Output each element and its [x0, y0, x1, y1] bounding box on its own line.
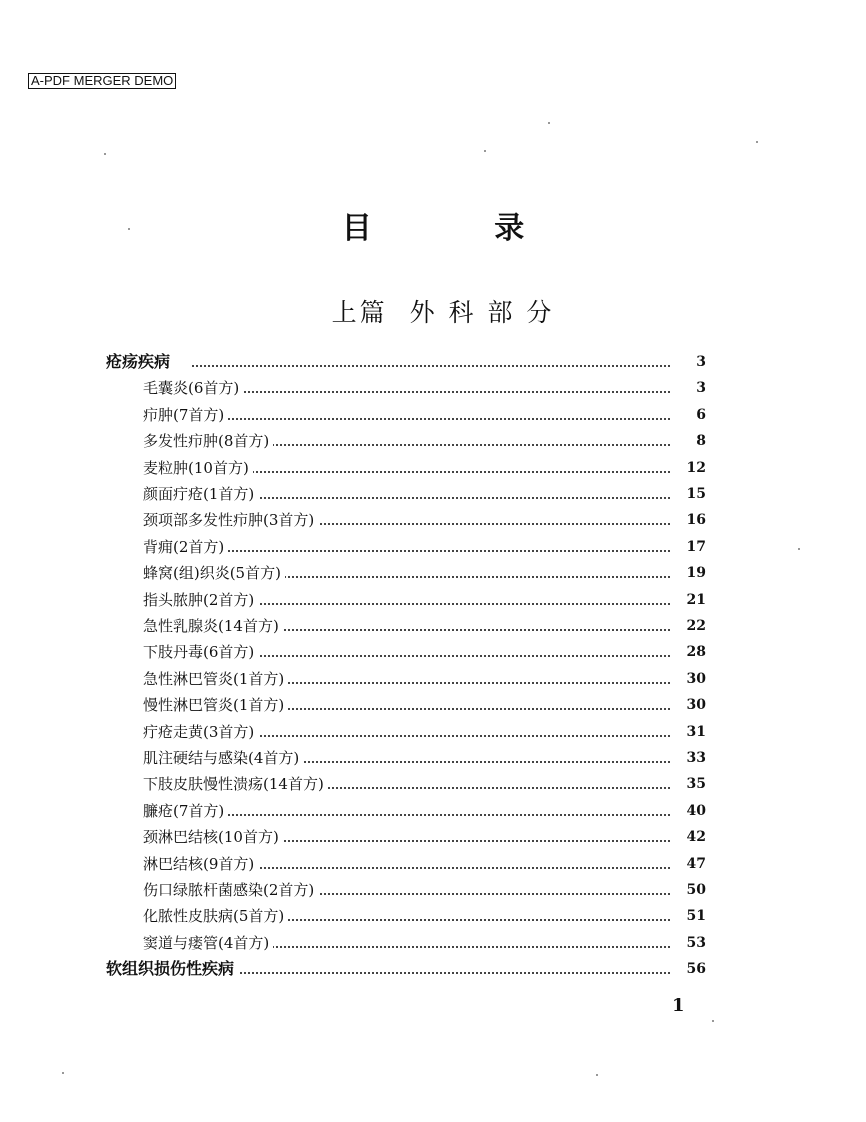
toc-label: 肌注硬结与感染(4首方) — [143, 746, 303, 770]
toc-label: 软组织损伤性疾病 — [106, 957, 238, 981]
dot-leader — [200, 655, 670, 657]
toc-label: 蜂窝(组)织炎(5首方) — [143, 561, 285, 585]
dot-leader — [200, 814, 670, 816]
toc-page-number: 42 — [686, 829, 706, 845]
toc-entry — [0, 825, 866, 849]
toc-page-number: 19 — [686, 565, 706, 581]
toc-page-number: 56 — [686, 961, 706, 977]
toc-page-number: 47 — [686, 856, 706, 872]
toc-page-number: 22 — [686, 618, 706, 634]
toc-page-number: 35 — [686, 776, 706, 792]
toc-entry — [0, 693, 866, 717]
page-number: 1 — [672, 995, 685, 1016]
toc-entry — [0, 878, 866, 902]
dot-leader — [200, 391, 670, 393]
dot-leader — [192, 972, 670, 974]
toc-label: 急性淋巴管炎(1首方) — [143, 667, 288, 691]
toc-entry — [0, 588, 866, 612]
toc-page-number: 6 — [696, 407, 706, 423]
scan-speck — [484, 150, 486, 152]
toc-label: 急性乳腺炎(14首方) — [143, 614, 283, 638]
toc-entry — [0, 720, 866, 744]
toc-label: 多发性疖肿(8首方) — [143, 429, 273, 453]
dot-leader — [200, 418, 670, 420]
toc-label: 颜面疔疮(1首方) — [143, 482, 258, 506]
toc-label: 疖肿(7首方) — [143, 403, 228, 427]
dot-leader — [200, 550, 670, 552]
toc-entry — [0, 376, 866, 400]
toc-entry — [0, 852, 866, 876]
dot-leader — [192, 365, 670, 367]
part-name: 上篇 — [331, 298, 388, 327]
toc-entry — [0, 772, 866, 796]
scan-speck — [62, 1072, 64, 1074]
toc-label: 下肢丹毒(6首方) — [143, 640, 258, 664]
toc-section — [0, 350, 866, 374]
toc-label: 毛囊炎(6首方) — [143, 376, 243, 400]
toc-label: 下肢皮肤慢性溃疡(14首方) — [143, 772, 328, 796]
dot-leader — [200, 471, 670, 473]
page-title: 目 录 — [341, 211, 581, 246]
toc-page-number: 17 — [686, 539, 706, 555]
toc-label: 指头脓肿(2首方) — [143, 588, 258, 612]
toc-entry — [0, 799, 866, 823]
toc-label: 麦粒肿(10首方) — [143, 456, 253, 480]
toc-page-number: 28 — [686, 644, 706, 660]
toc-page-number: 3 — [696, 380, 706, 396]
watermark-label: A-PDF MERGER DEMO — [28, 73, 176, 89]
toc-page-number: 16 — [686, 512, 706, 528]
toc-entry — [0, 508, 866, 532]
toc-label: 臁疮(7首方) — [143, 799, 228, 823]
toc-page-number: 40 — [686, 803, 706, 819]
toc-section — [0, 957, 866, 981]
part-heading — [0, 293, 866, 329]
toc-page-number: 12 — [686, 460, 706, 476]
toc-entry — [0, 614, 866, 638]
toc-label: 颈淋巴结核(10首方) — [143, 825, 283, 849]
toc-page-number: 53 — [686, 935, 706, 951]
toc-page-number: 30 — [686, 697, 706, 713]
dot-leader — [200, 603, 670, 605]
toc-entry — [0, 403, 866, 427]
toc-entry — [0, 667, 866, 691]
scan-speck — [756, 141, 758, 143]
toc-label: 化脓性皮肤病(5首方) — [143, 904, 288, 928]
toc-entry — [0, 640, 866, 664]
scan-speck — [596, 1074, 598, 1076]
dot-leader — [200, 867, 670, 869]
toc-page-number: 51 — [686, 908, 706, 924]
toc-label: 背痈(2首方) — [143, 535, 228, 559]
toc-label: 淋巴结核(9首方) — [143, 852, 258, 876]
toc-page-number: 3 — [696, 354, 706, 370]
dot-leader — [200, 735, 670, 737]
toc-label: 疔疮走黄(3首方) — [143, 720, 258, 744]
toc-label: 窦道与瘘管(4首方) — [143, 931, 273, 955]
toc-label: 颈项部多发性疖肿(3首方) — [143, 508, 318, 532]
toc-page-number: 8 — [696, 433, 706, 449]
scan-speck — [104, 153, 106, 155]
toc-entry — [0, 931, 866, 955]
toc-page-number: 30 — [686, 671, 706, 687]
part-title: 外 科 部 分 — [409, 298, 555, 327]
toc-entry — [0, 482, 866, 506]
toc-page-number: 33 — [686, 750, 706, 766]
toc-entry — [0, 904, 866, 928]
scan-speck — [798, 548, 800, 550]
toc-label: 伤口绿脓杆菌感染(2首方) — [143, 878, 318, 902]
toc-page-number: 50 — [686, 882, 706, 898]
toc-label: 疮疡疾病 — [106, 350, 174, 374]
scan-speck — [548, 122, 550, 124]
toc-entry — [0, 535, 866, 559]
toc-entry — [0, 746, 866, 770]
toc-page-number: 31 — [686, 724, 706, 740]
dot-leader — [200, 497, 670, 499]
toc-page-number: 21 — [686, 592, 706, 608]
toc-entry — [0, 561, 866, 585]
toc-page-number: 15 — [686, 486, 706, 502]
scan-speck — [128, 228, 130, 230]
toc-label: 慢性淋巴管炎(1首方) — [143, 693, 288, 717]
toc-entry — [0, 429, 866, 453]
scan-speck — [712, 1020, 714, 1022]
toc-entry — [0, 456, 866, 480]
